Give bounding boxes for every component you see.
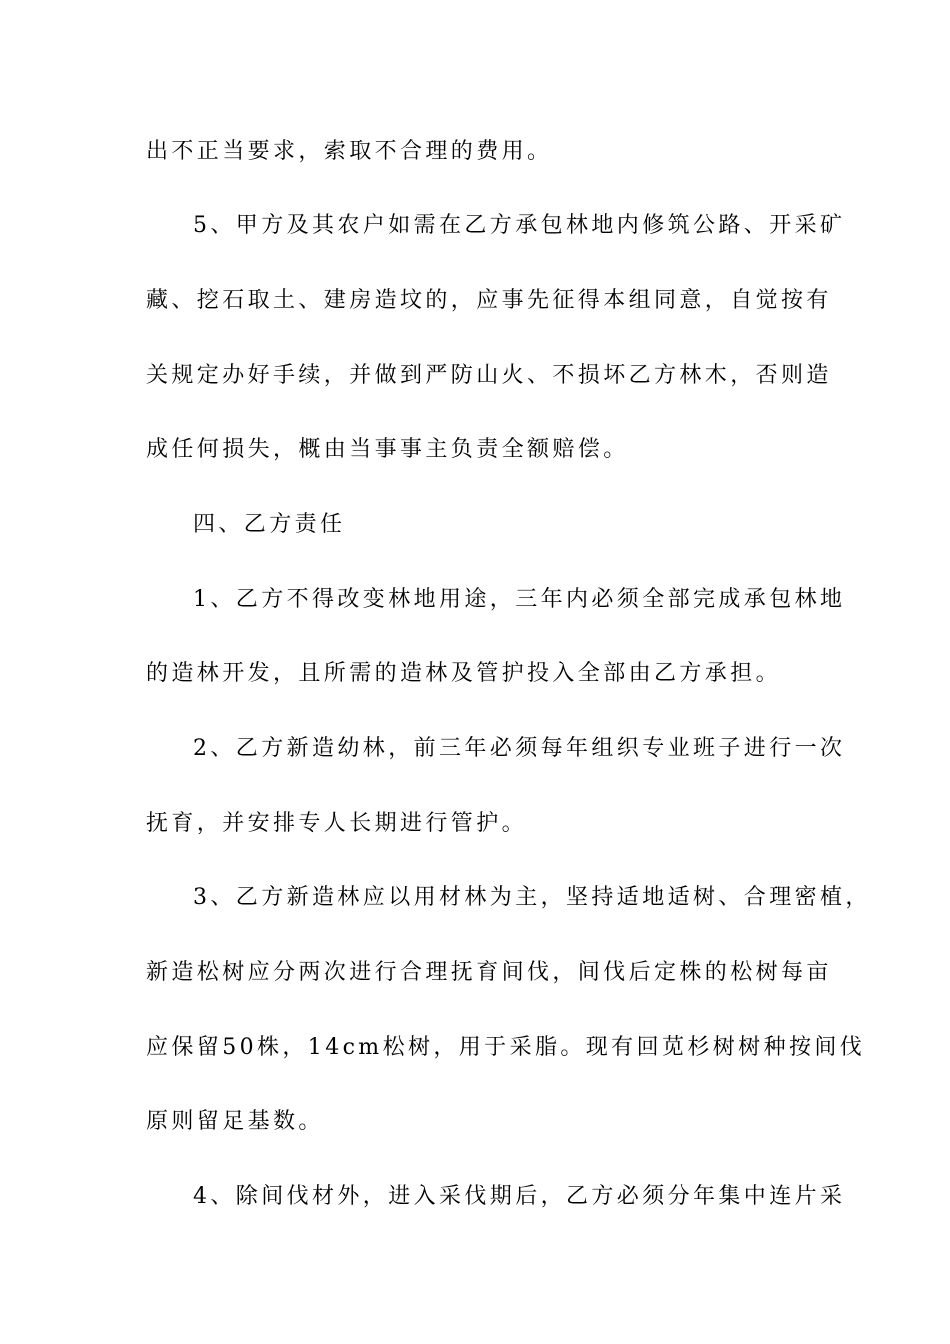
text-line-3: 藏、挖石取土、建房造坟的，应事先征得本组同意，自觉按有 [146, 288, 832, 313]
section-heading: 四、乙方责任 [193, 512, 346, 537]
text-line-15: 4、除间伐材外，进入采伐期后，乙方必须分年集中连片采 [193, 1184, 846, 1209]
text-line-12: 新造松树应分两次进行合理抚育间伐，间伐后定株的松树每亩 [146, 960, 832, 985]
text-line-2: 5、甲方及其农户如需在乙方承包林地内修筑公路、开采矿 [193, 213, 846, 238]
text-line-9: 2、乙方新造幼林，前三年必须每年组织专业班子进行一次 [193, 736, 846, 761]
text-line-4: 关规定办好手续，并做到严防山火、不损坏乙方林木，否则造 [146, 363, 832, 388]
text-line-10: 抚育，并安排专人长期进行管护。 [146, 811, 528, 836]
text-line-14: 原则留足基数。 [146, 1109, 324, 1134]
text-line-5: 成任何损失，概由当事事主负责全额赔偿。 [146, 437, 629, 462]
text-line-11: 3、乙方新造林应以用材林为主，坚持适地适树、合理密植， [193, 885, 871, 910]
text-line-7: 1、乙方不得改变林地用途，三年内必须全部完成承包林地 [193, 587, 846, 612]
text-line-13: 应保留50株，14cm松树，用于采脂。现有回苋杉树树种按间伐 [146, 1035, 866, 1060]
text-line-8: 的造林开发，且所需的造林及管护投入全部由乙方承担。 [146, 661, 782, 686]
text-line-1: 出不正当要求，索取不合理的费用。 [146, 139, 553, 164]
